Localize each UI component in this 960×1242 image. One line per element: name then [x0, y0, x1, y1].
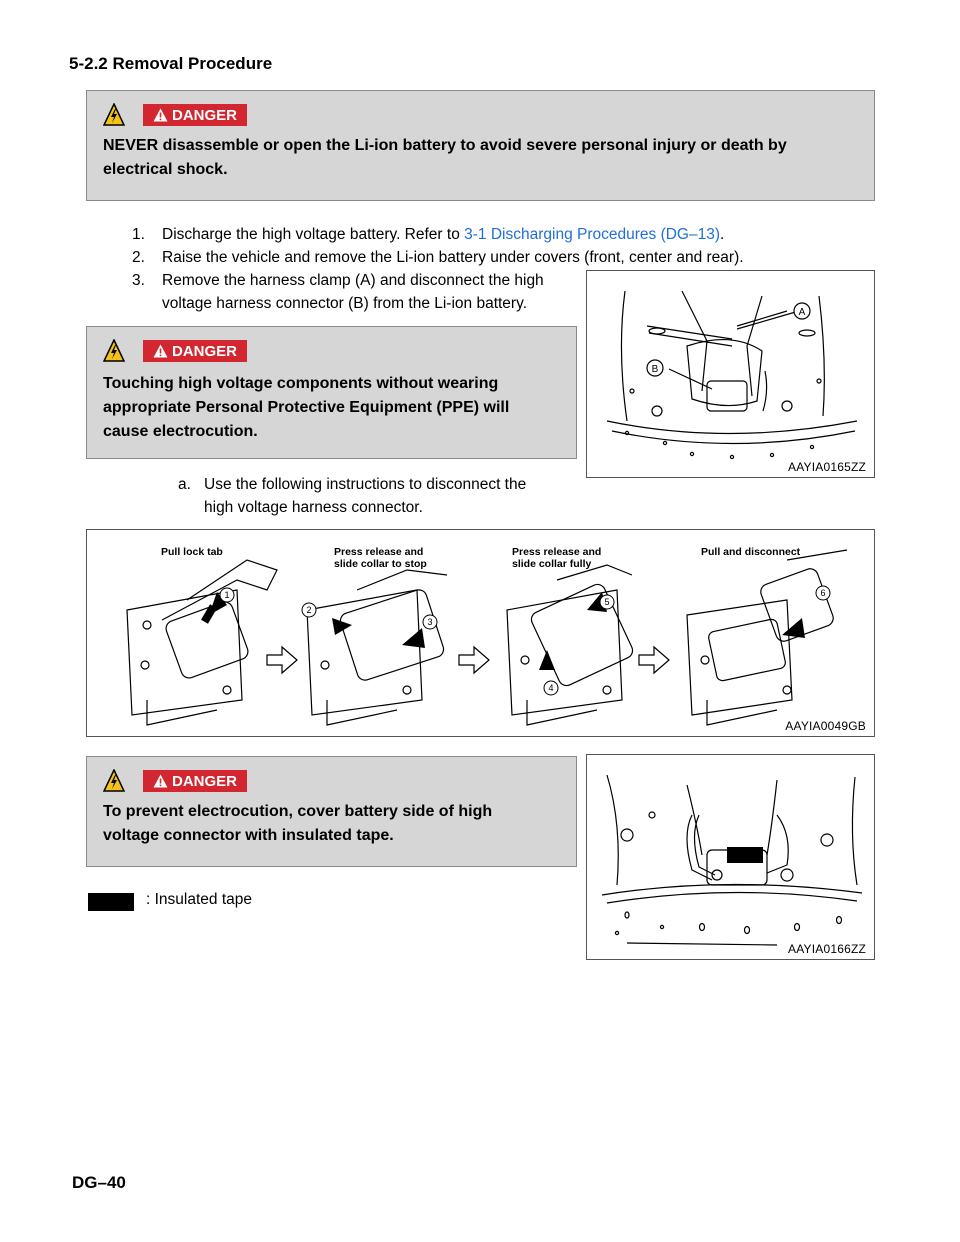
page-number: DG–40	[72, 1173, 126, 1192]
danger-box-2	[86, 326, 577, 459]
step-1-number: 1.	[132, 226, 145, 243]
danger-box-3	[86, 756, 577, 867]
callout-a: A	[798, 307, 806, 318]
insulated-tape-swatch	[88, 893, 134, 911]
step-2-number: 2.	[132, 249, 145, 266]
danger-box-1	[86, 90, 875, 201]
callout-4: 4	[548, 683, 554, 693]
substep-a-line-1: Use the following instructions to disconnect the	[204, 476, 527, 493]
panel-1-label: Pull lock tab	[161, 546, 223, 558]
danger-label: DANGER	[171, 772, 237, 790]
insulated-tape-mark	[727, 847, 763, 863]
danger-1-line-2: electrical shock.	[103, 161, 228, 178]
danger-tag	[143, 770, 247, 792]
danger-1-line-1: NEVER disassemble or open the Li-ion battery to avoid severe personal injury or death by	[103, 137, 787, 154]
danger-tag	[143, 104, 247, 126]
step-3-text-line-1: Remove the harness clamp (A) and disconnect the high	[162, 272, 544, 289]
figure-1-id: AAYIA0165ZZ	[787, 460, 866, 474]
insulated-tape-legend: : Insulated tape	[146, 891, 252, 908]
warning-icon	[153, 344, 168, 358]
callout-b: B	[651, 364, 659, 375]
substep-a-line-2: high voltage harness connector.	[204, 499, 423, 516]
callout-6: 6	[820, 588, 826, 598]
figure-disconnect-sequence	[86, 529, 875, 737]
danger-2-line-2: appropriate Personal Protective Equipment (PPE) will	[103, 399, 510, 416]
danger-label: DANGER	[171, 342, 237, 360]
panel-2-label: Press release and slide collar to stop	[334, 546, 427, 570]
callout-1: 1	[224, 590, 230, 600]
figure-3-id: AAYIA0166ZZ	[787, 942, 866, 956]
panel-4-label: Pull and disconnect	[701, 546, 801, 558]
battery-connector-illustration	[587, 271, 875, 478]
danger-2-line-3: cause electrocution.	[103, 423, 258, 440]
danger-label: DANGER	[171, 106, 237, 124]
warning-icon	[153, 774, 168, 788]
figure-battery-connector	[586, 270, 875, 478]
warning-icon	[153, 108, 168, 122]
high-voltage-icon	[103, 103, 125, 127]
danger-tag	[143, 340, 247, 362]
figure-insulated-tape	[586, 754, 875, 960]
high-voltage-icon	[103, 339, 125, 363]
step-1-suffix: .	[720, 226, 725, 243]
insulated-tape-illustration	[587, 755, 875, 960]
callout-3: 3	[427, 617, 433, 627]
disconnect-sequence-illustration	[87, 530, 875, 737]
figure-2-id: AAYIA0049GB	[785, 719, 866, 733]
step-3-number: 3.	[132, 272, 145, 289]
step-3-text-line-2: voltage harness connector (B) from the Li-ion battery.	[162, 295, 527, 312]
callout-5: 5	[604, 597, 610, 607]
danger-2-line-1: Touching high voltage components without wearing	[103, 375, 499, 392]
danger-3-line-2: voltage connector with insulated tape.	[103, 827, 394, 844]
section-title: 5-2.2 Removal Procedure	[69, 54, 273, 73]
high-voltage-icon	[103, 769, 125, 793]
callout-2: 2	[306, 605, 312, 615]
substep-a-label: a.	[178, 476, 191, 493]
step-2-text: Raise the vehicle and remove the Li-ion battery under covers (front, center and rear).	[162, 249, 744, 266]
danger-3-line-1: To prevent electrocution, cover battery side of high	[103, 803, 493, 820]
discharging-procedures-link[interactable]: 3-1 Discharging Procedures (DG–13)	[464, 226, 721, 243]
panel-3-label: Press release and slide collar fully	[512, 546, 602, 570]
step-1-text: Discharge the high voltage battery. Refer to	[162, 226, 465, 243]
